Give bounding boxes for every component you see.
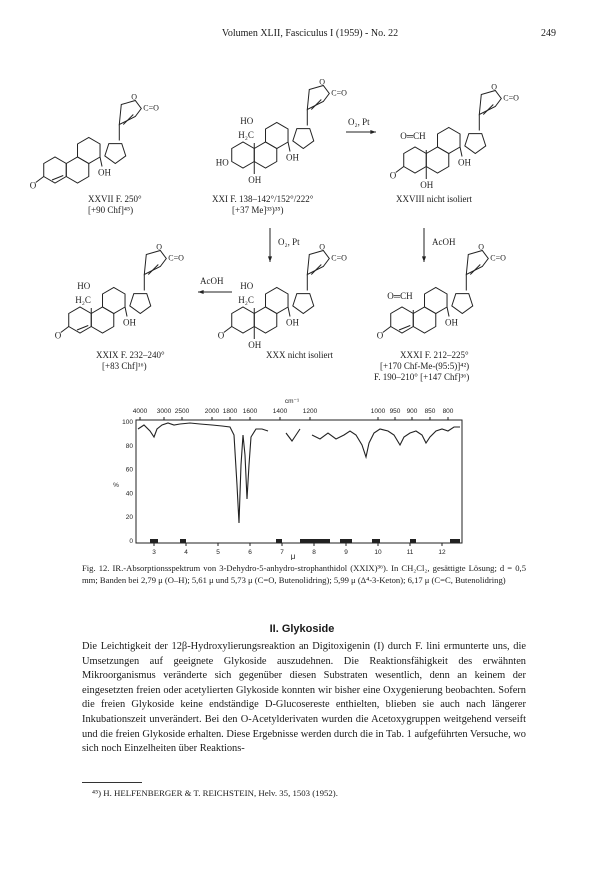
compound-label-XXX: XXX nicht isoliert (266, 350, 333, 360)
structure-XXVII (30, 93, 159, 191)
lactone-oxygen: O (319, 77, 326, 87)
structure-XXX (218, 243, 347, 351)
solvent-band-marker (340, 539, 352, 543)
top-tick-label: 4000 (132, 408, 148, 415)
y-tick-label: 80 (125, 442, 133, 450)
hydroxyl-19-label: HO (240, 281, 254, 291)
ketone-oxygen: O (376, 330, 384, 341)
compound-label-XXXI: XXXI F. 212–225° [+170 Chf-Me-(95:5)]⁴²) F. 190–210° [+147 Chf]³⁶) (374, 350, 470, 382)
spectrum-trace-3 (312, 427, 460, 457)
reaction-scheme (0, 40, 604, 392)
hydroxyl-14-label: OH (445, 317, 459, 328)
x-tick-label: 5 (216, 549, 220, 556)
top-tick-label: 2500 (174, 408, 190, 415)
lactone-carbonyl: C=O (331, 253, 347, 263)
solvent-band-marker (410, 539, 416, 543)
top-tick-label: 1000 (370, 408, 386, 415)
arrow-XXX-to-XXIX (198, 290, 232, 294)
body-paragraph: Die Leichtigkeit der 12β-Hydroxylierungsreaktion an Digitoxigenin (I) durch F. lini ermunterte uns, die Umsetzungen auf geeignete Glykoside auszudehnen. Die Reaktionsfähigkeit des erwähnten Mikroorganismus veränderte sich gegenüber diesen Substraten wesentlich, denn an keinem der eingesetzten freien oder acetylierten Glykoside konnten wir bisher eine Oxygenierung beobachten. Sofern die freien Glykoside keine endständige D-Glucosereste enthielten, blieben sie auch nach längerer Inkubationszeit unverändert. Bei den O-Acetylderivaten wurden die Acetoxygruppen weitgehend verseift und die freien Glykoside erhalten. Diese Ergebnisse werden durch die in Tab. 1 aufgeführten Versuche, wo sich noch Einzelheiten über Reaktions- (82, 641, 526, 755)
x-tick-label: 4 (184, 549, 188, 556)
ketone-oxygen: O (217, 330, 225, 341)
ir-spectrum (0, 395, 604, 560)
structure-XXXI (377, 243, 506, 341)
solvent-band-marker (450, 539, 460, 543)
top-tick-label: 800 (442, 408, 454, 415)
solvent-band-marker (180, 539, 186, 543)
compound-label-XXVIII: XXVIII nicht isoliert (396, 194, 472, 204)
top-tick-label: 1200 (302, 408, 318, 415)
lactone-oxygen: O (131, 92, 138, 102)
hydroxyl-14-label: OH (458, 157, 472, 168)
methylene-19-label: H₂C (238, 130, 254, 140)
spectrum-trace-2 (286, 429, 300, 441)
arrow-XXI-to-XXVIII (346, 130, 376, 134)
top-tick-label: 2000 (204, 408, 220, 415)
hydroxyl-14-label: OH (286, 317, 300, 328)
top-tick-label: 950 (389, 408, 401, 415)
x-tick-label: 10 (374, 549, 382, 556)
lactone-carbonyl: C=O (331, 88, 347, 98)
ketone-oxygen: O (29, 180, 37, 191)
top-tick-label: 1800 (222, 408, 238, 415)
page-number: 249 (541, 28, 556, 39)
compound-label-XXIX: XXIX F. 232–240° [+83 Chf]¹⁶) (96, 350, 165, 371)
lactone-oxygen: O (478, 242, 485, 252)
methylene-19-label: H₂C (238, 295, 254, 305)
aldehyde-19-label: O═CH (387, 291, 413, 301)
y-tick-label: 100 (122, 419, 133, 426)
lactone-oxygen: O (156, 242, 163, 252)
lactone-oxygen: O (491, 82, 498, 92)
aldehyde-19-label: O═CH (400, 131, 426, 141)
y-tick-label: 0 (129, 538, 133, 545)
hydroxyl-14-label: OH (123, 317, 137, 328)
hydroxyl-19-label: HO (240, 116, 254, 126)
y-tick-label: 60 (125, 466, 133, 474)
hydroxyl-14-label: OH (98, 167, 112, 178)
x-tick-label: 7 (280, 549, 284, 556)
reagent-label-1: O₂, Pt (348, 117, 370, 127)
structure-XXIX (55, 243, 184, 341)
reagent-label-3: AcOH (432, 237, 456, 247)
reagent-label-4: AcOH (200, 276, 224, 286)
wavenumber-unit: cm⁻¹ (284, 398, 300, 405)
methylene-19-label: H₂C (75, 295, 91, 305)
wavelength-unit: μ (290, 552, 296, 560)
lactone-carbonyl: C=O (143, 103, 159, 113)
ketone-oxygen: O (389, 170, 397, 181)
x-tick-label: 3 (152, 549, 156, 556)
lactone-carbonyl: C=O (503, 93, 519, 103)
top-tick-label: 850 (424, 408, 436, 415)
top-tick-label: 1400 (272, 408, 288, 415)
solvent-band-marker (276, 539, 282, 543)
x-tick-label: 12 (438, 549, 446, 556)
reagent-label-2: O₂, Pt (278, 237, 300, 247)
lactone-oxygen: O (319, 242, 326, 252)
top-tick-label: 900 (406, 408, 418, 415)
running-header: Volumen XLII, Fasciculus I (1959) - No. 22 (221, 28, 399, 39)
compound-label-XXVII: XXVII F. 250° [+90 Chf]⁴⁵) (88, 194, 142, 215)
hydroxyl-19-label: HO (77, 281, 91, 291)
x-tick-label: 11 (406, 549, 414, 556)
section-title: II. Glykoside (269, 623, 335, 635)
hydroxyl-14-label: OH (286, 152, 300, 163)
structure-XXVIII (390, 83, 519, 191)
compound-label-XXI: XXI F. 138–142°/152°/222° [+37 Me]³³)³⁵) (212, 194, 314, 215)
top-tick-label: 3000 (156, 408, 172, 415)
spectrum-trace-1 (138, 423, 268, 523)
solvent-band-marker (150, 539, 158, 543)
solvent-band-marker (300, 539, 330, 543)
lactone-carbonyl: C=O (168, 253, 184, 263)
hydroxyl-5-label: OH (248, 340, 262, 350)
ketone-oxygen: O (54, 330, 62, 341)
figure-caption: Fig. 12. IR.-Absorptionsspektrum von 3-Dehydro-5-anhydro-strophanthidol (XXIX)³⁶). In CH₂Cl₂, gesättigte Lösung; d = 0,5 mm; Banden bei 2,79 μ (O–H); 5,61 μ und 5,73 μ (C=O, Butenolidring); 5,99 μ (Δ⁴-3-Keton); 6,17 μ (C=C, Butenolidring) (82, 563, 526, 585)
x-tick-label: 6 (248, 549, 252, 556)
structure-XXI (216, 78, 347, 186)
hydroxyl-3-label: HO (215, 157, 229, 168)
hydroxyl-5-label: OH (248, 175, 262, 185)
x-tick-label: 9 (344, 549, 348, 556)
lactone-carbonyl: C=O (490, 253, 506, 263)
y-tick-label: 40 (125, 490, 133, 498)
arrow-XXI-to-XXX (268, 228, 272, 262)
y-tick-label: 20 (125, 514, 133, 522)
spectrum-frame (136, 420, 462, 543)
footnote-rule (82, 782, 142, 783)
y-axis-label: % (113, 482, 119, 489)
footnote: ⁴⁵) H. HELFENBERGER & T. REICHSTEIN, Helv. 35, 1503 (1952). (92, 788, 338, 798)
top-tick-label: 1600 (242, 408, 258, 415)
solvent-band-marker (372, 539, 380, 543)
arrow-XXVIII-to-XXXI (422, 228, 426, 262)
x-tick-label: 8 (312, 549, 316, 556)
hydroxyl-5-label: OH (420, 180, 434, 190)
